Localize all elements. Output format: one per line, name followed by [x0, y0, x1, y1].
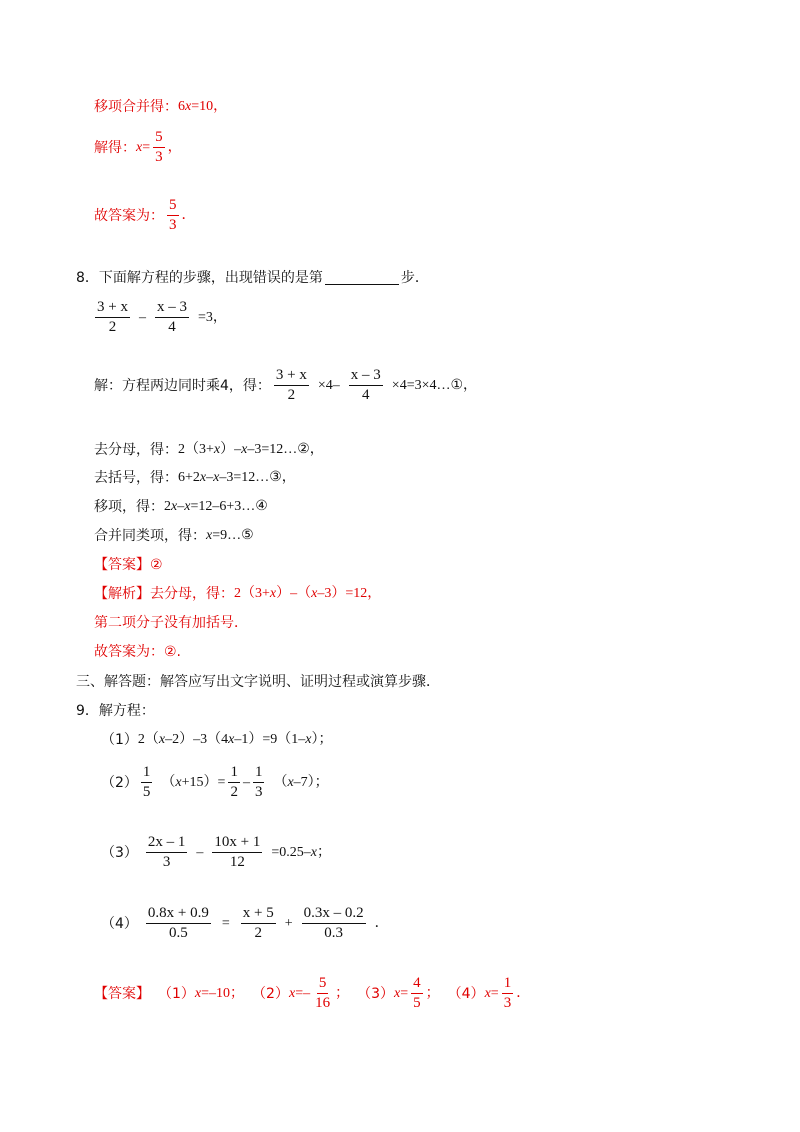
- operator: –: [138, 309, 146, 325]
- expr: =: [490, 985, 499, 1001]
- fraction: [228, 765, 240, 800]
- denominator: 2: [287, 387, 296, 403]
- label: 去分母，得：: [94, 442, 178, 458]
- expr: 2（: [137, 732, 159, 747]
- fraction: [146, 835, 188, 870]
- denominator: 12: [229, 854, 245, 870]
- expr: ，: [167, 139, 182, 155]
- expr: =10，: [191, 99, 228, 114]
- denominator: 3: [162, 854, 171, 870]
- label: 故答案为：: [94, 207, 164, 224]
- denominator: 3: [503, 995, 512, 1011]
- part-index: （4）: [101, 915, 138, 932]
- variable: x: [213, 442, 221, 457]
- numerator: x – 3: [349, 368, 383, 386]
- denominator: 0.5: [169, 925, 188, 941]
- numerator: x – 3: [155, 300, 189, 318]
- expr: =–10；: [201, 985, 245, 1001]
- denominator: 3: [169, 217, 177, 233]
- expr: =9…⑤: [212, 528, 254, 543]
- prev-combine-line: [94, 100, 227, 114]
- expr: =–: [295, 985, 311, 1001]
- numerator: 1: [253, 765, 265, 783]
- part-index: （1）: [101, 732, 138, 748]
- q8-conclusion: [94, 645, 181, 659]
- numerator: 10x + 1: [212, 835, 262, 853]
- q8-step1: [94, 368, 477, 403]
- conclusion-text: 故答案为：②.: [94, 644, 182, 660]
- variable: x: [194, 985, 202, 1001]
- q8-step3: [94, 471, 296, 485]
- answer-text: 【答案】②: [94, 557, 163, 573]
- label: 移项合并得：: [94, 99, 178, 115]
- fraction: [411, 976, 423, 1011]
- expr: =0.25–: [271, 844, 311, 860]
- analysis-text: 第二项分子没有加括号．: [94, 615, 248, 631]
- fraction: [349, 368, 383, 403]
- part-index: （1）: [158, 985, 195, 1002]
- fraction: [313, 976, 332, 1011]
- expr: –7）；: [293, 774, 329, 790]
- variable: x: [175, 774, 182, 790]
- q8-step5: [94, 529, 254, 543]
- variable: x: [158, 732, 166, 747]
- label: 解得：: [94, 139, 136, 156]
- variable: x: [171, 499, 178, 514]
- variable: x: [305, 732, 312, 747]
- section-heading: [76, 675, 440, 689]
- numerator: 5: [153, 130, 165, 148]
- label: 合并同类项，得：: [94, 528, 206, 544]
- fraction: [253, 765, 265, 800]
- q9-part2: [101, 765, 329, 800]
- variable: x: [241, 442, 248, 457]
- q9-title: [76, 704, 155, 718]
- operator: +: [284, 915, 293, 931]
- fraction: [146, 906, 211, 941]
- prev-solve-line: [94, 130, 182, 165]
- expr: ）–（: [276, 586, 312, 601]
- part-index: （3）: [357, 985, 395, 1002]
- expr: （: [161, 774, 176, 790]
- prev-answer-line: [94, 198, 196, 233]
- variable: x: [311, 586, 318, 601]
- label: 移项，得：: [94, 499, 164, 515]
- expr: ）–: [220, 442, 242, 457]
- expr: ．: [374, 915, 389, 931]
- label: 【答案】: [94, 985, 150, 1002]
- denominator: 2: [108, 319, 117, 335]
- fraction: [95, 300, 130, 335]
- fraction: [502, 976, 514, 1011]
- expr: ；: [425, 985, 440, 1001]
- q8-note: [94, 616, 248, 630]
- numerator: 1: [141, 765, 153, 783]
- label: 解：方程两边同时乘4，得：: [94, 377, 271, 394]
- numerator: 3 + x: [95, 300, 130, 318]
- expr: –: [177, 499, 185, 514]
- variable: x: [394, 985, 401, 1001]
- operator: =: [221, 915, 230, 931]
- fraction: [153, 130, 165, 165]
- denominator: 2: [230, 784, 238, 800]
- fraction: [212, 835, 262, 870]
- question-text: 9．解方程：: [76, 703, 155, 719]
- answer-blank: [325, 271, 399, 285]
- expr: –: [206, 470, 214, 485]
- expr: ×4–: [317, 377, 340, 393]
- fraction: [274, 368, 309, 403]
- q8-title: [76, 271, 429, 285]
- expr: ；: [317, 844, 332, 860]
- expr: 2（3+: [234, 586, 270, 601]
- expr: ）；: [311, 732, 333, 747]
- question-text: 步．: [400, 270, 429, 286]
- expr: –3=12…③，: [219, 470, 296, 485]
- numerator: 5: [167, 198, 179, 216]
- part-index: （4）: [447, 985, 485, 1002]
- q8-answer: [94, 558, 163, 572]
- variable: x: [184, 499, 191, 514]
- variable: x: [288, 985, 296, 1001]
- denominator: 5: [413, 995, 421, 1011]
- label: 去括号，得：: [94, 470, 178, 486]
- part-index: （2）: [101, 774, 138, 791]
- operator: –: [196, 844, 204, 860]
- expr: ．: [181, 207, 196, 223]
- numerator: x + 5: [241, 906, 276, 924]
- q8-step4: [94, 500, 268, 514]
- denominator: 4: [362, 387, 370, 403]
- expr: –2）–3（4: [165, 732, 229, 747]
- expr: =: [142, 139, 151, 155]
- expr: –1）=9（1–: [234, 732, 306, 747]
- expr: –3=12…②，: [247, 442, 324, 457]
- expr: ×4=3×4…①，: [391, 377, 478, 393]
- section-title: 三、解答题：解答应写出文字说明、证明过程或演算步骤．: [76, 674, 440, 690]
- expr: =3，: [197, 309, 227, 325]
- part-index: （2）: [252, 985, 289, 1002]
- expr: ．: [516, 985, 531, 1001]
- q9-part1: [101, 733, 332, 747]
- fraction: [167, 198, 179, 233]
- q9-part3: [101, 835, 331, 870]
- denominator: 0.3: [324, 925, 344, 941]
- expr: =12–6+3…④: [190, 499, 268, 514]
- variable: x: [228, 732, 235, 747]
- expr: 2（3+: [178, 442, 214, 457]
- variable: x: [269, 586, 277, 601]
- fraction: [241, 906, 276, 941]
- expr: ；: [335, 985, 350, 1001]
- label: 【解析】去分母，得：: [94, 586, 234, 602]
- q8-step2: [94, 443, 324, 457]
- q8-equation: [92, 300, 227, 335]
- expr: （: [273, 774, 288, 790]
- numerator: 5: [317, 976, 329, 994]
- expr: –3）=12，: [317, 586, 382, 601]
- fraction: [155, 300, 189, 335]
- denominator: 3: [254, 784, 263, 800]
- expr: 6: [178, 99, 185, 114]
- denominator: 4: [168, 319, 176, 335]
- numerator: 2x – 1: [146, 835, 188, 853]
- numerator: 0.8x + 0.9: [146, 906, 211, 924]
- expr: 6+2: [178, 470, 200, 485]
- question-text: 8．下面解方程的步骤，出现错误的是第: [76, 270, 323, 286]
- variable: x: [310, 844, 318, 860]
- operator: –: [242, 774, 250, 790]
- fraction: [302, 906, 366, 941]
- denominator: 3: [155, 149, 163, 165]
- denominator: 2: [254, 925, 263, 941]
- variable: x: [287, 774, 294, 790]
- variable: x: [136, 139, 143, 155]
- variable: x: [206, 528, 213, 543]
- denominator: 5: [142, 784, 151, 800]
- part-index: （3）: [101, 844, 138, 861]
- expr: 2: [164, 499, 171, 514]
- denominator: 16: [315, 995, 331, 1011]
- numerator: 3 + x: [274, 368, 309, 386]
- variable: x: [484, 985, 491, 1001]
- expr: =: [400, 985, 409, 1001]
- numerator: 4: [411, 976, 423, 994]
- q9-part4: [101, 906, 389, 941]
- fraction: [141, 765, 153, 800]
- variable: x: [199, 470, 207, 485]
- expr: +15）=: [181, 774, 226, 790]
- numerator: 0.3x – 0.2: [302, 906, 366, 924]
- numerator: 1: [502, 976, 514, 994]
- numerator: 1: [228, 765, 240, 783]
- q8-analysis: [94, 587, 381, 601]
- q9-answer: [94, 976, 530, 1011]
- variable: x: [213, 470, 220, 485]
- variable: x: [185, 99, 192, 114]
